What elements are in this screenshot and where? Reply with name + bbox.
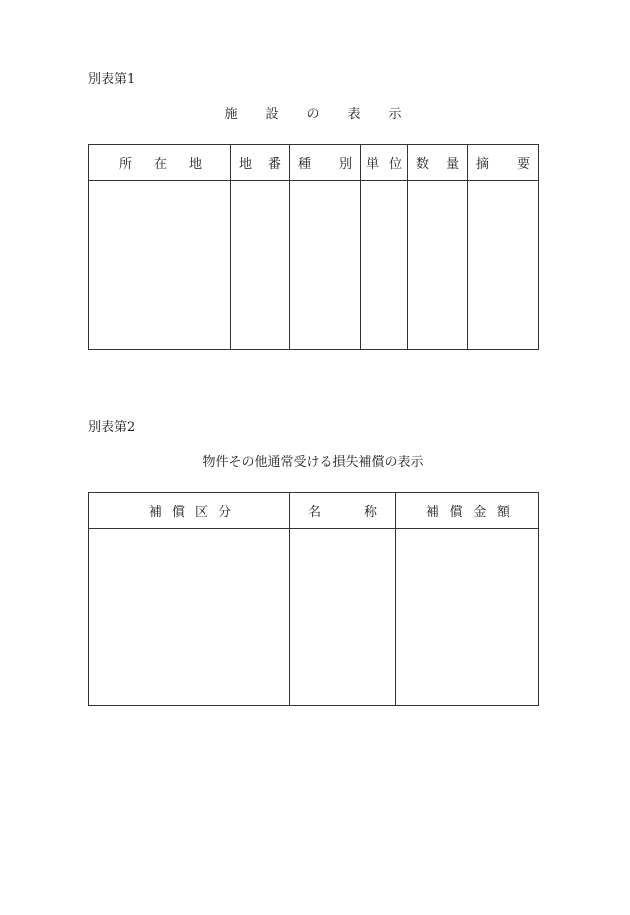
cell-location[interactable] — [89, 181, 231, 350]
header-compensation-amount: 補 償 金 額 — [396, 493, 539, 529]
cell-name[interactable] — [290, 529, 396, 706]
header-quantity: 数 量 — [408, 145, 468, 181]
compensation-table — [88, 492, 539, 706]
table2-label: 別表第2 — [88, 420, 136, 435]
header-location: 所 在 地 — [89, 145, 231, 181]
header-type: 種 別 — [290, 145, 361, 181]
cell-quantity[interactable] — [408, 181, 468, 350]
title-char: の — [306, 107, 320, 122]
table-row — [89, 529, 539, 706]
facility-table — [88, 144, 539, 350]
title-char: 表 — [347, 107, 361, 122]
header-name: 名 称 — [290, 493, 396, 529]
table-header-row — [89, 145, 539, 181]
table1-title — [88, 103, 538, 122]
table1-label: 別表第1 — [88, 72, 136, 87]
cell-compensation-category[interactable] — [89, 529, 290, 706]
table2-title: 物件その他通常受ける損失補償の表示 — [202, 455, 424, 470]
header-lot-number: 地 番 — [231, 145, 290, 181]
header-compensation-category: 補 償 区 分 — [89, 493, 290, 529]
table-row — [89, 181, 539, 350]
title-char: 設 — [265, 107, 279, 122]
title-char: 施 — [224, 107, 238, 122]
cell-remarks[interactable] — [468, 181, 539, 350]
cell-compensation-amount[interactable] — [396, 529, 539, 706]
header-remarks: 摘 要 — [468, 145, 539, 181]
table-header-row — [89, 493, 539, 529]
cell-lot-number[interactable] — [231, 181, 290, 350]
cell-unit[interactable] — [361, 181, 408, 350]
cell-type[interactable] — [290, 181, 361, 350]
header-unit: 単 位 — [361, 145, 408, 181]
title-char: 示 — [388, 107, 402, 122]
